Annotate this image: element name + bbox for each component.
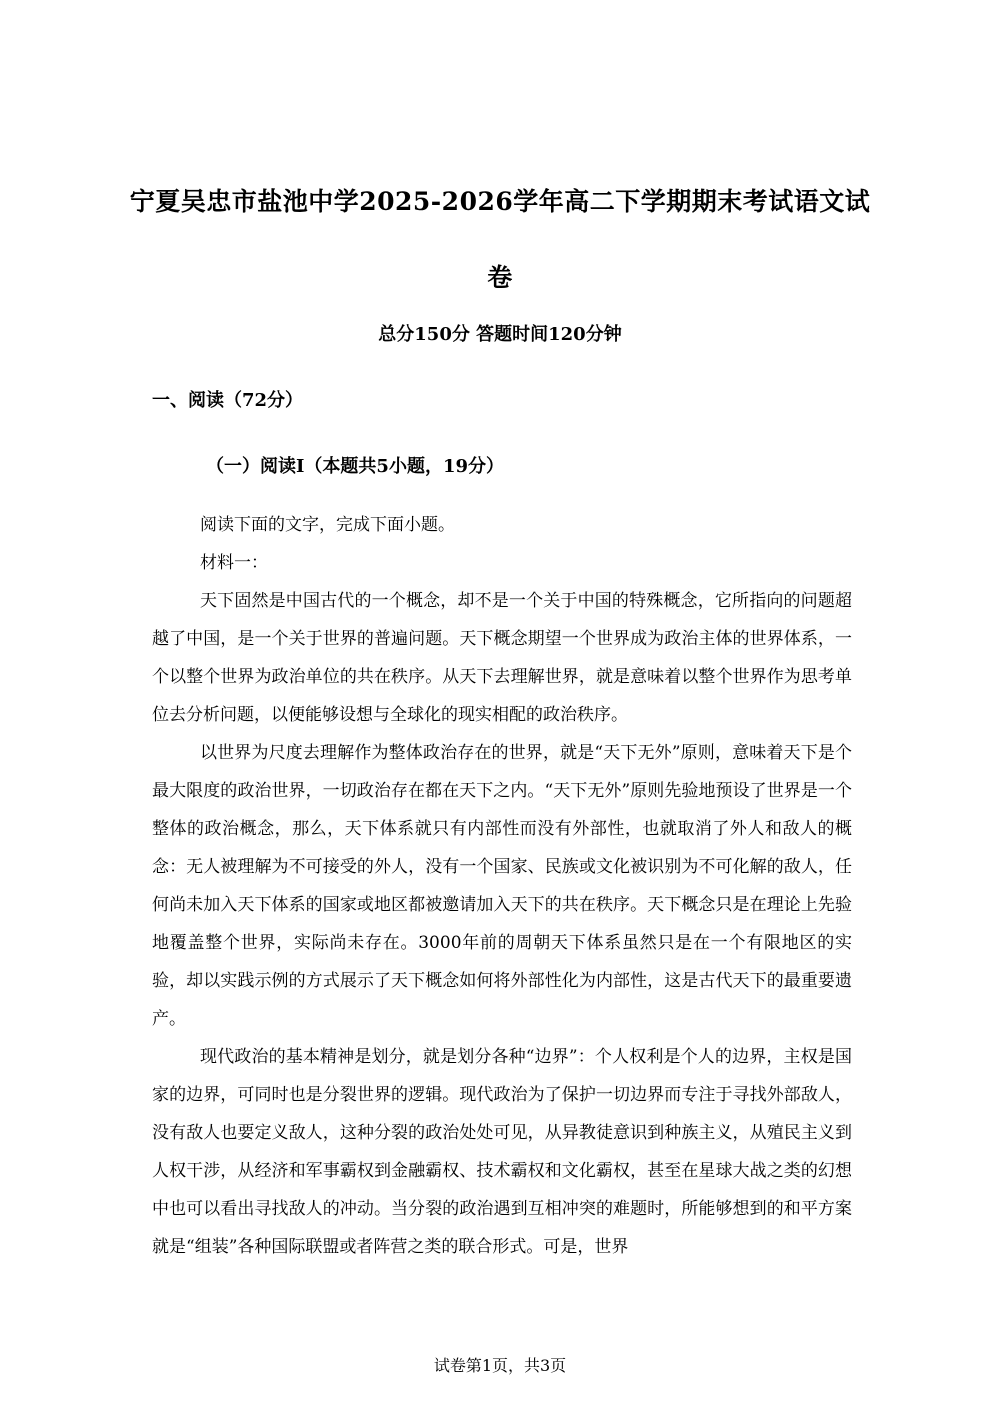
- paragraph: 以世界为尺度去理解作为整体政治存在的世界，就是“天下无外”原则，意味着天下是个最大限度的政治世界，一切政治存在都在天下之内。“天下无外”原则先验地预设了世界是一个整体的政治概念，那么，天下体系就只有内部性而没有外部性，也就取消了外人和敌人的概念：无人被理解为不可接受的外人，没有一个国家、民族或文化被识别为不可化解的敌人，任何尚未加入天下体系的国家或地区都被邀请加入天下的共在秩序。天下概念只是在理论上先验地覆盖整个世界，实际尚未存在。3000年前的周朝天下体系虽然只是在一个有限地区的实验，却以实践示例的方式展示了天下概念如何将外部性化为内部性，这是古代天下的最重要遗产。: [152, 743, 852, 1029]
- section-heading: 一、阅读（72分）: [152, 390, 304, 411]
- instruction-text: 阅读下面的文字，完成下面小题。: [200, 515, 455, 535]
- material-label: 材料一：: [200, 553, 268, 573]
- paragraph: 天下固然是中国古代的一个概念，却不是一个关于中国的特殊概念，它所指向的问题超越了中国，是一个关于世界的普遍问题。天下概念期望一个世界成为政治主体的世界体系，一个以整个世界为政治单位的共在秩序。从天下去理解世界，就是意味着以整个世界作为思考单位去分析问题，以便能够设想与全球化的现实相配的政治秩序。: [152, 591, 852, 725]
- paragraph: 现代政治的基本精神是划分，就是划分各种“边界”：个人权利是个人的边界，主权是国家的边界，可同时也是分裂世界的逻辑。现代政治为了保护一切边界而专注于寻找外部敌人，没有敌人也要定义敌人，这种分裂的政治处处可见，从异教徒意识到种族主义，从殖民主义到人权干涉，从经济和军事霸权到金融霸权、技术霸权和文化霸权，甚至在星球大战之类的幻想中也可以看出寻找敌人的冲动。当分裂的政治遇到互相冲突的难题时，所能够想到的和平方案就是“组装”各种国际联盟或者阵营之类的联合形式。可是，世界: [152, 1047, 852, 1257]
- reading-body: [152, 506, 852, 1266]
- subsection-heading: （一）阅读Ⅰ（本题共5小题，19分）: [206, 456, 504, 477]
- page-footer: 试卷第1页，共3页: [433, 1356, 567, 1375]
- exam-title: 宁夏吴忠市盐池中学2025-2026学年高二下学期期末考试语文试卷: [129, 187, 871, 292]
- exam-subtitle: 总分150分 答题时间120分钟: [378, 324, 622, 345]
